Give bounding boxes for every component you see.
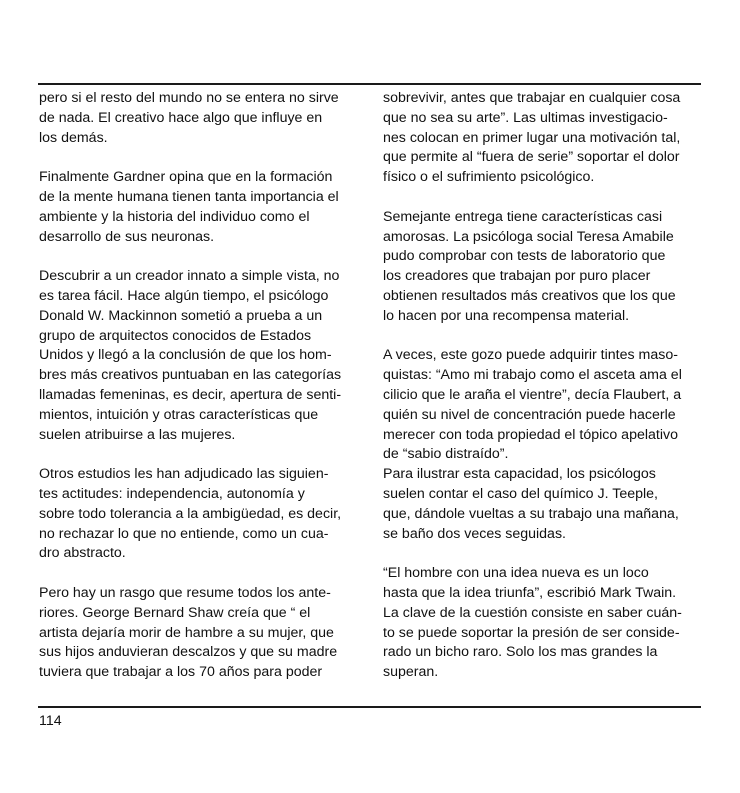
- right-column-text-line: suelen contar el caso del químico J. Teeple,: [383, 485, 658, 502]
- left-column-text-line: Donald W. Mackinnon sometió a prueba a un: [39, 307, 323, 324]
- right-column-text-line: A veces, este gozo puede adquirir tintes maso-: [383, 347, 678, 364]
- right-column-text-line: La clave de la cuestión consiste en saber cuán-: [383, 604, 682, 621]
- left-column-paragraph-gap: [39, 564, 374, 584]
- left-column-text-line: Finalmente Gardner opina que en la formación: [39, 169, 333, 186]
- left-column-text-line: de nada. El creativo hace algo que influye en: [39, 109, 323, 126]
- right-column-text-line: quién su nivel de concentración puede hacerle: [383, 406, 676, 423]
- right-column-paragraph-gap: [383, 188, 703, 208]
- left-column-text-line: mientos, intuición y otras características que: [39, 406, 319, 423]
- right-column-text-line: que permite al “fuera de serie” soportar el dolor: [383, 149, 680, 166]
- left-column-text-line: sobre todo tolerancia a la ambigüedad, es decir,: [39, 505, 342, 522]
- left-column-text-line: grupo de arquitectos conocidos de Estados: [39, 327, 312, 344]
- right-column-text-line: que no sea su arte”. Las ultimas investigacio-: [383, 109, 668, 126]
- right-column-text-line: to se puede soportar la presión de ser conside-: [383, 624, 680, 641]
- right-column-text-line: los creadores que trabajan por puro placer: [383, 268, 651, 285]
- left-column-text-line: ambiente y la historia del individuo como el: [39, 208, 310, 225]
- right-column-text-line: hasta que la idea triunfa”, escribió Mark Twain.: [383, 584, 677, 601]
- right-column-text-line: merecer con toda propiedad el tópico apelativo: [383, 426, 678, 443]
- left-column-text-line: es tarea fácil. Hace algún tiempo, el psicólogo: [39, 287, 329, 304]
- left-column-text-line: los demás.: [39, 129, 108, 146]
- top-rule: [38, 83, 701, 85]
- left-column-text-line: desarrollo de sus neuronas.: [39, 228, 215, 245]
- left-column-text-line: dro abstracto.: [39, 545, 126, 562]
- right-column-text-line: quistas: “Amo mi trabajo como el asceta ama el: [383, 367, 682, 384]
- right-column-paragraph-gap: [383, 327, 703, 347]
- left-column-text-line: Unidos y llegó a la conclusión de que los hom-: [39, 347, 332, 364]
- left-text-column: [39, 89, 374, 683]
- left-column-text-line: artista dejaría morir de hambre a su mujer, que: [39, 624, 334, 641]
- left-column-text-line: llamadas femeninas, es decir, apertura de senti-: [39, 386, 342, 403]
- right-column-text-line: lo hacen por una recompensa material.: [383, 307, 630, 324]
- right-text-column: [383, 89, 703, 683]
- page-number: 114: [39, 713, 62, 729]
- right-column-text-line: amorosas. La psicóloga social Teresa Amabile: [383, 228, 674, 245]
- left-column-text-line: bres más creativos puntuaban en las categorías: [39, 367, 342, 384]
- right-column-text-line: pudo comprobar con tests de laboratorio que: [383, 248, 666, 265]
- left-column-text-line: tes actitudes: independencia, autonomía y: [39, 485, 305, 502]
- right-column-text-line: físico o el sufrimiento psicológico.: [383, 169, 595, 186]
- left-column-text-line: riores. George Bernard Shaw creía que “ el: [39, 604, 311, 621]
- right-column-text-line: se baño dos veces seguidas.: [383, 525, 566, 542]
- right-column-paragraph-gap: [383, 544, 703, 564]
- left-column-paragraph-gap: [39, 445, 374, 465]
- bottom-rule: [38, 706, 701, 708]
- left-column-text-line: pero si el resto del mundo no se entera no sirve: [39, 90, 339, 106]
- left-column-text-line: tuviera que trabajar a los 70 años para poder: [39, 664, 323, 681]
- right-column-text-line: Semejante entrega tiene características casi: [383, 208, 663, 225]
- right-column-text-line: nes colocan en primer lugar una motivación tal,: [383, 129, 681, 146]
- right-column-text-line: rado un bicho raro. Solo los mas grandes la: [383, 644, 658, 661]
- right-column-text-line: cilicio que le araña el vientre”, decía Flaubert, a: [383, 386, 682, 403]
- left-column-text-line: Otros estudios les han adjudicado las siguien-: [39, 466, 329, 483]
- right-column-text-line: “El hombre con una idea nueva es un loco: [383, 565, 649, 582]
- right-column-text-line: que, dándole vueltas a su trabajo una mañana,: [383, 505, 679, 522]
- left-column-text-line: Pero hay un rasgo que resume todos los ante-: [39, 584, 331, 601]
- left-column-text-line: sus hijos anduvieran descalzos y que su madre: [39, 644, 338, 661]
- left-column-text-line: Descubrir a un creador innato a simple vista, no: [39, 268, 340, 285]
- right-column-text-line: de “sabio distraído”.: [383, 446, 509, 463]
- left-column-text-line: no rechazar lo que no entiende, como un cua-: [39, 525, 329, 542]
- right-column-text-line: sobrevivir, antes que trabajar en cualquier cosa: [383, 90, 681, 106]
- right-column-text-line: obtienen resultados más creativos que los que: [383, 287, 676, 304]
- left-column-text-line: de la mente humana tienen tanta importancia el: [39, 188, 339, 205]
- left-column-paragraph-gap: [39, 247, 374, 267]
- right-column-text-line: superan.: [383, 664, 439, 681]
- left-column-text-line: suelen atribuirse a las mujeres.: [39, 426, 236, 443]
- left-column-paragraph-gap: [39, 148, 374, 168]
- right-column-text-line: Para ilustrar esta capacidad, los psicólogos: [383, 466, 656, 483]
